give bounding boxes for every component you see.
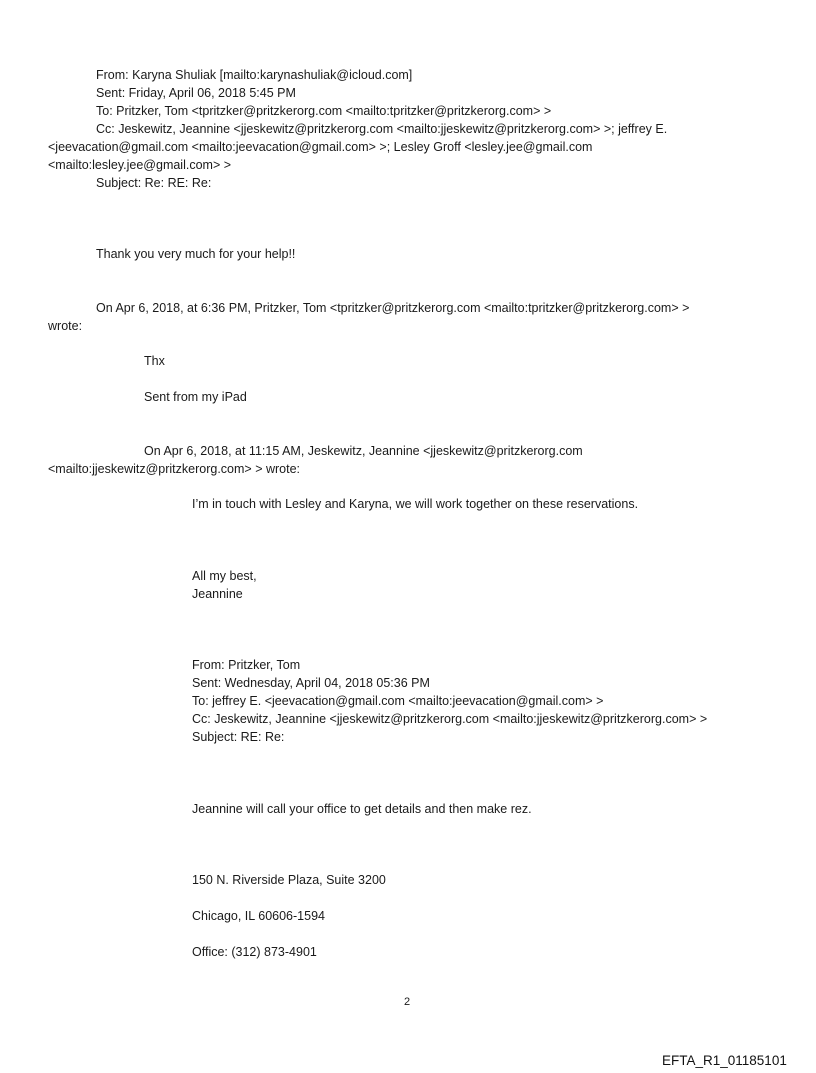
email1-to: To: Pritzker, Tom <tpritzker@pritzkerorg.com <mailto:tpritzker@pritzkerorg.com> > bbox=[96, 104, 552, 118]
email2-to: To: jeffrey E. <jeevacation@gmail.com <mailto:jeevacation@gmail.com> > bbox=[192, 694, 604, 708]
quote2-closing: All my best, bbox=[192, 569, 257, 583]
email1-cc-line-3: <mailto:lesley.jee@gmail.com> > bbox=[48, 158, 232, 172]
quote2-name: Jeannine bbox=[192, 587, 243, 601]
quote2-body: I’m in touch with Lesley and Karyna, we will work together on these reservations. bbox=[192, 497, 639, 511]
quote1-body: Thx bbox=[144, 354, 165, 368]
email1-body: Thank you very much for your help!! bbox=[96, 247, 296, 261]
page-number: 2 bbox=[404, 996, 411, 1008]
email2-subject: Subject: RE: Re: bbox=[192, 730, 285, 744]
quote1-signature: Sent from my iPad bbox=[144, 390, 247, 404]
email2-sent: Sent: Wednesday, April 04, 2018 05:36 PM bbox=[192, 676, 430, 690]
address-street: 150 N. Riverside Plaza, Suite 3200 bbox=[192, 873, 386, 887]
quote2-intro-line-1: On Apr 6, 2018, at 11:15 AM, Jeskewitz, Jeannine <jjeskewitz@pritzkerorg.com bbox=[144, 444, 583, 458]
quote1-intro-line-1: On Apr 6, 2018, at 6:36 PM, Pritzker, Tom <tpritzker@pritzkerorg.com <mailto:tpritzker@pritzkerorg.com> > bbox=[96, 301, 690, 315]
email2-cc: Cc: Jeskewitz, Jeannine <jjeskewitz@pritzkerorg.com <mailto:jjeskewitz@pritzkerorg.com> > bbox=[192, 712, 708, 726]
address-city: Chicago, IL 60606-1594 bbox=[192, 909, 325, 923]
email2-body: Jeannine will call your office to get details and then make rez. bbox=[192, 802, 532, 816]
quote1-intro-line-2: wrote: bbox=[48, 319, 83, 333]
email2-from: From: Pritzker, Tom bbox=[192, 658, 301, 672]
quote2-intro-line-2: <mailto:jjeskewitz@pritzkerorg.com> > wrote: bbox=[48, 462, 301, 476]
office-phone: Office: (312) 873-4901 bbox=[192, 945, 317, 959]
email1-cc-line-1: Cc: Jeskewitz, Jeannine <jjeskewitz@pritzkerorg.com <mailto:jjeskewitz@pritzkerorg.com> >; jeffrey E. bbox=[96, 122, 668, 136]
email1-subject: Subject: Re: RE: Re: bbox=[96, 176, 212, 190]
email1-cc-line-2: <jeevacation@gmail.com <mailto:jeevacation@gmail.com> >; Lesley Groff <lesley.jee@gmail.com bbox=[48, 140, 593, 154]
document-id: EFTA_R1_01185101 bbox=[662, 1053, 787, 1068]
email1-from: From: Karyna Shuliak [mailto:karynashuliak@icloud.com] bbox=[96, 68, 413, 82]
email1-sent: Sent: Friday, April 06, 2018 5:45 PM bbox=[96, 86, 296, 100]
